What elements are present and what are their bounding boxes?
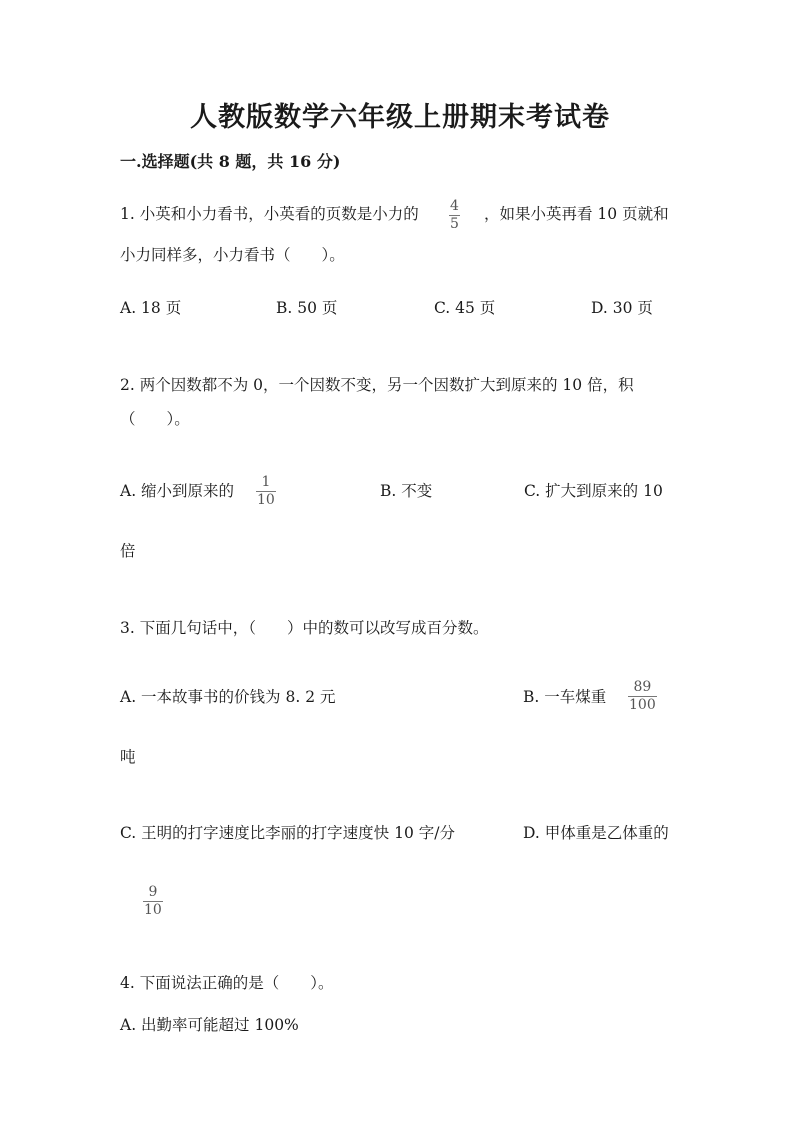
q1-text-c: 小力同样多，小力看书（ ）。: [120, 246, 345, 264]
q3d-fraction-numerator: 9: [148, 884, 158, 900]
q4-option-a: A. 出勤率可能超过 100%: [120, 1016, 299, 1034]
q1-option-d: D. 30 页: [591, 299, 653, 317]
q2-text-b: （ ）。: [120, 410, 190, 428]
q2-option-a-fraction: [256, 474, 276, 509]
q3-option-c: C. 王明的打字速度比李丽的打字速度快 10 字/分: [120, 824, 455, 842]
q3-option-b-continuation: 吨: [120, 748, 136, 766]
exam-title: 人教版数学六年级上册期末考试卷: [190, 102, 610, 133]
q3b-fraction-denominator: 100: [629, 697, 656, 713]
q1-option-b: B. 50 页: [276, 299, 338, 317]
q1-fraction: [449, 198, 460, 233]
q1-text-a: 1. 小英和小力看书，小英看的页数是小力的: [120, 205, 419, 223]
q3-option-a: A. 一本故事书的价钱为 8. 2 元: [120, 688, 336, 706]
q1-option-a: A. 18 页: [120, 299, 182, 317]
q2-option-b: B. 不变: [380, 482, 433, 500]
q3b-fraction-numerator: 89: [633, 679, 652, 695]
q2-option-c-continuation: 倍: [120, 542, 136, 560]
q3-option-b: B. 一车煤重: [523, 688, 607, 706]
q3d-fraction-denominator: 10: [144, 902, 162, 918]
q2-fraction-denominator: 10: [257, 492, 275, 508]
q1-fraction-denominator: 5: [450, 216, 459, 232]
q1-text-b: ，如果小英再看 10 页就和: [484, 205, 669, 223]
q3-option-b-fraction: [628, 679, 657, 714]
q2-fraction-numerator: 1: [261, 474, 271, 490]
q4-text: 4. 下面说法正确的是（ ）。: [120, 974, 334, 992]
q3-option-d-fraction: [143, 884, 163, 919]
section-heading: 一.选择题(共 8 题，共 16 分): [120, 152, 341, 171]
q1-option-c: C. 45 页: [434, 299, 496, 317]
q2-text-a: 2. 两个因数都不为 0，一个因数不变，另一个因数扩大到原来的 10 倍，积: [120, 376, 634, 394]
q3-option-d: D. 甲体重是乙体重的: [523, 824, 669, 842]
q3-text: 3. 下面几句话中，（ ）中的数可以改写成百分数。: [120, 619, 489, 637]
q2-option-c: C. 扩大到原来的 10: [524, 482, 663, 500]
q2-option-a: A. 缩小到原来的: [120, 482, 235, 500]
q1-fraction-numerator: 4: [450, 198, 459, 214]
